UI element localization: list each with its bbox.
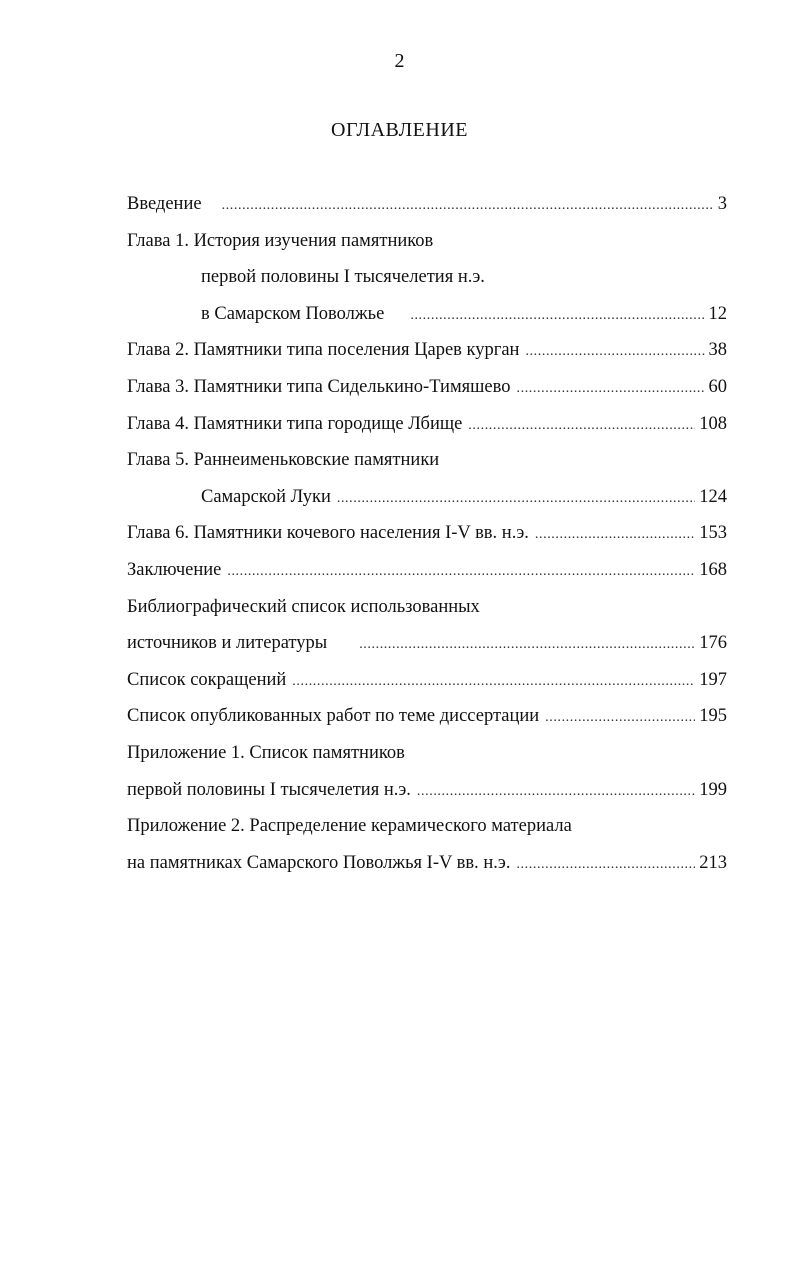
toc-entry-page: 195: [699, 706, 727, 727]
toc-entry-text: источников и литературы: [127, 633, 328, 654]
dot-leader: [535, 521, 695, 549]
toc-entry-text: Приложение 1. Список памятников: [127, 742, 405, 763]
toc-entry-appendix-1-end: [127, 776, 727, 813]
toc-entry-page: 168: [699, 559, 727, 580]
toc-entry-chapter-2: [127, 336, 727, 373]
dot-leader: [545, 704, 695, 732]
page-number: 2: [394, 50, 405, 72]
toc-entry-text: Самарской Луки: [201, 486, 331, 507]
toc-entry-chapter-4: [127, 410, 727, 447]
dot-leader: [517, 375, 705, 403]
toc-entry-page: 3: [717, 194, 727, 214]
toc-entry-chapter-3: [127, 373, 727, 410]
toc-entry-text: Глава 4. Памятники типа городище Лбище: [127, 413, 463, 434]
toc-entry-bibliography-end: [127, 629, 727, 666]
toc-entry-text: первой половины I тысячелетия н.э.: [201, 267, 485, 288]
toc-entry-page: 38: [708, 340, 727, 361]
toc-entry-page: 108: [699, 413, 727, 434]
toc-entry-text: в Самарском Поволжье: [201, 303, 385, 324]
toc-entry-chapter-5-end: [127, 483, 727, 520]
toc-entry-text: первой половины I тысячелетия н.э.: [127, 779, 411, 800]
toc-entry-conclusion: [127, 556, 727, 593]
toc-entry-chapter-5: [127, 446, 727, 483]
table-of-contents: [127, 190, 727, 885]
toc-entry-page: 60: [708, 376, 727, 397]
toc-entry-page: 213: [699, 852, 727, 873]
dot-leader: [222, 192, 714, 220]
dot-leader: [525, 338, 704, 366]
dot-leader: [337, 485, 695, 513]
toc-entry-introduction: [127, 190, 727, 227]
dot-leader: [227, 558, 695, 586]
toc-entry-text: Список опубликованных работ по теме диссертации: [127, 706, 540, 727]
toc-entry-publications: [127, 702, 727, 739]
toc-entry-text: Глава 2. Памятники типа поселения Царев курган: [127, 340, 520, 361]
toc-entry-appendix-2: [127, 812, 727, 849]
toc-entry-text: Глава 3. Памятники типа Сиделькино-Тимяшево: [127, 376, 511, 397]
toc-entry-text: Список сокращений: [127, 669, 287, 690]
toc-entry-appendix-2-end: [127, 849, 727, 886]
toc-entry-text: на памятниках Самарского Поволжья I-V вв. н.э.: [127, 852, 511, 873]
toc-entry-text: Приложение 2. Распределение керамического материала: [127, 816, 572, 837]
toc-entry-text: Введение: [127, 194, 202, 214]
toc-title: ОГЛАВЛЕНИЕ: [331, 119, 468, 141]
toc-entry-page: 199: [699, 779, 727, 800]
toc-entry-page: 153: [699, 523, 727, 544]
toc-entry-appendix-1: [127, 739, 727, 776]
toc-entry-page: 176: [699, 633, 727, 654]
toc-entry-text: Заключение: [127, 559, 222, 580]
toc-entry-page: 124: [699, 486, 727, 507]
dot-leader: [417, 778, 695, 806]
dot-leader: [468, 412, 695, 440]
toc-entry-bibliography: [127, 593, 727, 630]
dot-leader: [292, 668, 695, 696]
dot-leader: [359, 631, 695, 659]
toc-entry-chapter-1-end: [127, 300, 727, 337]
toc-entry-chapter-6: [127, 519, 727, 556]
toc-entry-text: Глава 5. Раннеименьковские памятники: [127, 450, 440, 471]
dot-leader: [410, 302, 704, 330]
toc-entry-text: Глава 1. История изучения памятников: [127, 230, 434, 251]
toc-entry-chapter-1-cont: [127, 263, 727, 300]
toc-entry-page: 197: [699, 669, 727, 690]
toc-entry-text: Глава 6. Памятники кочевого населения I-V вв. н.э.: [127, 523, 529, 544]
toc-entry-page: 12: [708, 303, 727, 324]
dot-leader: [516, 851, 695, 879]
toc-entry-abbreviations: [127, 666, 727, 703]
toc-entry-chapter-1: [127, 227, 727, 264]
toc-entry-text: Библиографический список использованных: [127, 596, 480, 617]
